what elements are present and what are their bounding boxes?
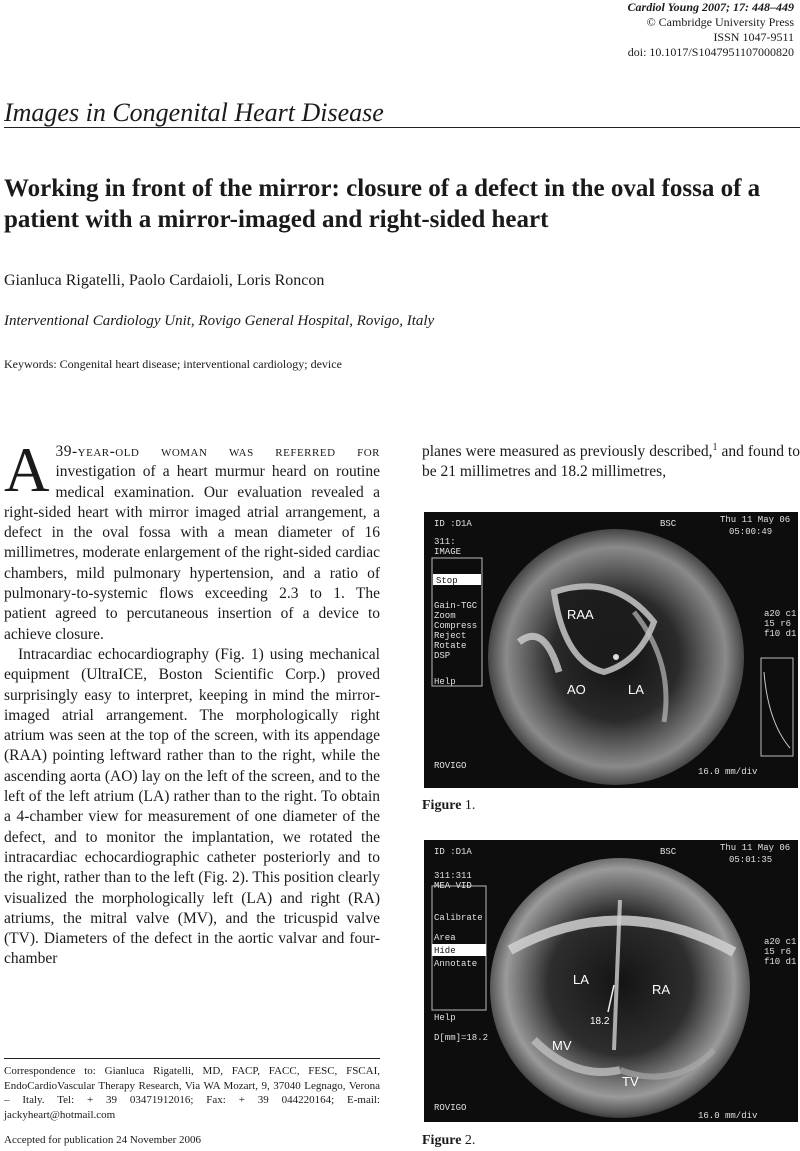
fig1-menu-1: IMAGE: [434, 547, 462, 557]
fig2-brand: BSC: [660, 847, 677, 857]
paragraph-1: [4, 435, 380, 645]
figure-2-caption-label: Figure: [422, 1133, 462, 1148]
section-rule: [4, 127, 800, 128]
paragraph-3: [422, 442, 800, 483]
fig2-menu-2: Calibrate: [434, 913, 483, 923]
fig2-label-tv: TV: [622, 1074, 639, 1089]
fig1-time: 05:00:49: [729, 527, 773, 537]
fig2-measure-label: 18.2: [590, 1016, 610, 1027]
accepted-date: Accepted for publication 24 November 2006: [4, 1134, 202, 1146]
fig2-label-la: LA: [573, 972, 589, 987]
fig1-param-1: 15 r6: [764, 619, 792, 629]
paragraph-1-text: investigation of a heart murmur heard on routine medical examination. Our evaluation revealed a right-sided heart with mirror imaged atrial arrangement, a defect in the oval fossa with a mean diameter of 16 millimetres, moderate enlargement of the right-sided cardiac chambers, mild pulmonary hypertension, and a ratio of pulmonary-to-systemic flows exceeding 2.3 to 1. The patient agreed to percutaneous insertion of a device to achieve closure.: [4, 463, 380, 643]
paragraph-2: Intracardiac echocardiography (Fig. 1) using mechanical equipment (UltraICE, Boston Scientific Corp.) proved surprisingly easy to interpret, keeping in mind the mirror-imaged atrial arrangement. The morphologically right atrium was seen at the top of the screen, with its appendage (RAA) pointing leftward rather than to the right, while the ascending aorta (AO) lay on the left of the screen, and to the left of the left atrium (LA) rather than to the right. To obtain a 4-chamber view for measurement of one diameter of the defect, and to monitor the implantation, we rotated the intracardiac echocardiographic catheter posteriorly and to the right, rather than to the left (Fig. 2). This position clearly visualized the morphologically left (LA) and right (RA) atriums, the mitral valve (MV), and the tricuspid valve (TV). Diameters of the defect in the aortic valvar and four-chamber: [4, 645, 380, 968]
fig1-label-raa: RAA: [567, 607, 594, 622]
fig2-menu-1: MEA VID: [434, 881, 472, 891]
echo-field: [490, 858, 750, 1118]
fig2-id: ID :D1A: [434, 847, 472, 857]
fig1-menu-9: Help: [434, 677, 456, 687]
fig1-brand: BSC: [660, 519, 677, 529]
copyright-line: © Cambridge University Press: [646, 15, 794, 29]
fig2-param-2: f10 d1: [764, 957, 797, 967]
right-column: [422, 442, 800, 483]
fig2-time: 05:01:35: [729, 855, 773, 865]
left-column: [4, 435, 380, 970]
fig1-menu-6: Reject: [434, 631, 467, 641]
correspondence-footnote: Correspondence to: Gianluca Rigatelli, MD, FACP, FACC, FESC, FSCAI, EndoCardioVascular Therapy Research, Via WA Mozart, 9, 37040 Legnago, Verona – Italy. Tel: + 39 03471912016; Fax: + 39 044220164; E-mail: jackyheart@hotmail.com: [4, 1065, 380, 1121]
fig2-site: ROVIGO: [434, 1103, 467, 1113]
fig2-menu-6: Help: [434, 1013, 456, 1023]
fig2-date: Thu 11 May 06: [720, 843, 791, 853]
fig1-menu-4: Zoom: [434, 611, 456, 621]
fig1-param-2: f10 d1: [764, 629, 797, 639]
fig1-menu-5: Compress: [434, 621, 478, 631]
fig1-site: ROVIGO: [434, 761, 467, 771]
doi-link[interactable]: doi: 10.1017/S1047951107000820: [627, 45, 794, 59]
paragraph-3-text: planes were measured as previously described,: [422, 443, 713, 460]
figure-2-image: [424, 840, 798, 1122]
drop-cap: A: [4, 435, 50, 505]
fig2-label-ra: RA: [652, 982, 671, 997]
fig1-menu-8: DSP: [434, 651, 451, 661]
fig2-menu-5: Annotate: [434, 959, 478, 969]
paragraph-3-end: and found to be 21 millimetres and 18.2 millimetres,: [422, 443, 800, 481]
figure-1-image: [424, 512, 798, 788]
figure-2-caption: [422, 1133, 475, 1149]
issn-line: ISSN 1047-9511: [713, 30, 794, 44]
article-title: Working in front of the mirror: closure of a defect in the oval fossa of a patient with a mirror-imaged and right-sided heart: [4, 175, 761, 233]
fig1-label-ao: AO: [567, 682, 586, 697]
fig2-measure: D[mm]=18.2: [434, 1033, 489, 1043]
fig2-label-mv: MV: [552, 1038, 572, 1053]
keywords: Keywords: Congenital heart disease; interventional cardiology; device: [4, 357, 342, 371]
fig1-param-0: a20 c1: [764, 609, 797, 619]
footnote-rule: [4, 1058, 380, 1059]
fig2-menu-4: Hide: [434, 946, 456, 956]
fig2-scale: 16.0 mm/div: [698, 1111, 758, 1121]
figure-1-caption-num: 1.: [464, 798, 476, 813]
figure-1-caption-label: Figure: [422, 798, 462, 813]
opening-smallcaps: 39-year-old woman was referred for: [55, 443, 380, 460]
fig2-menu-3: Area: [434, 933, 456, 943]
fig1-menu-0: 311:: [434, 537, 456, 547]
figure-1-caption: [422, 798, 475, 814]
fig1-menu-7: Rotate: [434, 641, 467, 651]
figure-2-caption-num: 2.: [464, 1133, 476, 1148]
fig1-date: Thu 11 May 06: [720, 515, 791, 525]
fig1-menu-3: Gain-TGC: [434, 601, 478, 611]
affiliation: Interventional Cardiology Unit, Rovigo General Hospital, Rovigo, Italy: [4, 313, 435, 329]
reference-mark[interactable]: 1: [712, 441, 718, 453]
fig1-scale: 16.0 mm/div: [698, 767, 758, 777]
fig1-menu-2: Stop: [436, 576, 458, 586]
journal-header: [628, 0, 794, 60]
fig1-label-la: LA: [628, 682, 644, 697]
section-heading: Images in Congenital Heart Disease: [4, 98, 384, 127]
author-list: Gianluca Rigatelli, Paolo Cardaioli, Loris Roncon: [4, 272, 325, 289]
journal-citation: Cardiol Young 2007; 17: 448–449: [627, 0, 794, 14]
fig2-param-1: 15 r6: [764, 947, 792, 957]
fig2-param-0: a20 c1: [764, 937, 797, 947]
fig2-menu-0: 311:311: [434, 871, 472, 881]
fig1-id: ID :D1A: [434, 519, 472, 529]
